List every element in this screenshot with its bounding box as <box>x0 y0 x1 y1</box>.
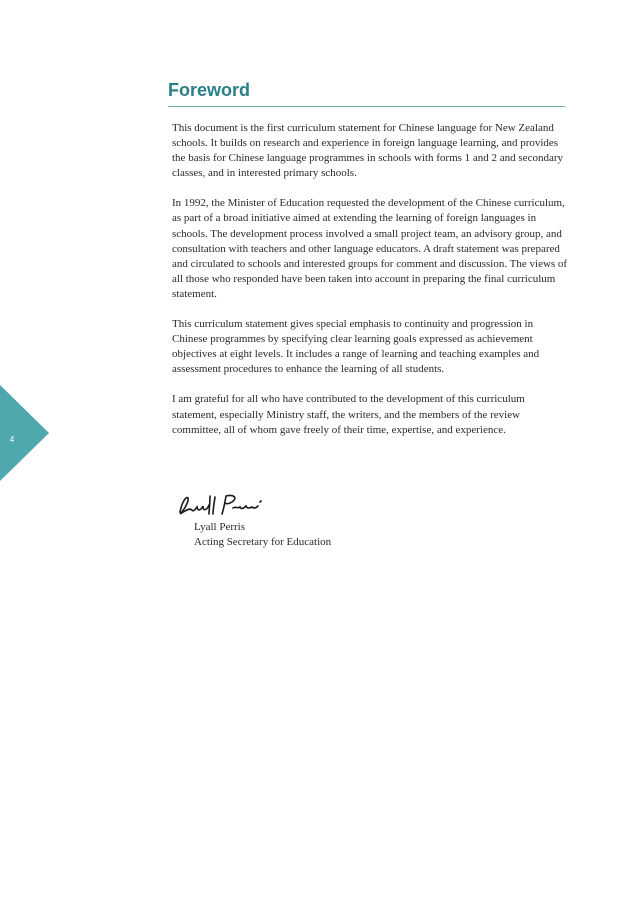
handwritten-signature <box>176 488 268 520</box>
page-tab-marker <box>0 385 49 481</box>
page-title: Foreword <box>168 80 251 100</box>
paragraph: This curriculum statement gives special emphasis to continuity and progression in Chinese programmes by specifying clear learning goals expressed as achievement objectives at eight levels. It includes a range of learning and teaching examples and assessment procedures to enhance the learning of all students. <box>172 318 540 376</box>
signature-block <box>176 488 331 550</box>
heading-divider <box>168 106 565 107</box>
paragraph: In 1992, the Minister of Education requested the development of the Chinese curriculum, as part of a broad initiative aimed at extending the learning of foreign languages in schools. The development process involved a small project team, an advisory group, and consultation with teachers and other language educators. A draft statement was prepared and circulated to schools and interested groups for comment and discussion. The views of all those who responded have been taken into account in preparing the final curriculum statement. <box>172 197 568 300</box>
paragraph: I am grateful for all who have contributed to the development of this curriculum statement, especially Ministry staff, the writers, and the members of the review committee, all of whom gave freely of their time, expertise, and experience. <box>172 393 525 436</box>
signatory-name: Lyall Perris <box>194 521 246 533</box>
paragraph: This document is the first curriculum statement for Chinese language for New Zealand schools. It builds on research and experience in foreign language learning, and provides the basis for Chinese language programmes in schools with forms 1 and 2 and secondary classes, and in interested primary schools. <box>172 122 564 180</box>
page-number: 4 <box>9 435 15 444</box>
signatory-title: Acting Secretary for Education <box>194 536 332 548</box>
foreword-body <box>172 121 568 453</box>
